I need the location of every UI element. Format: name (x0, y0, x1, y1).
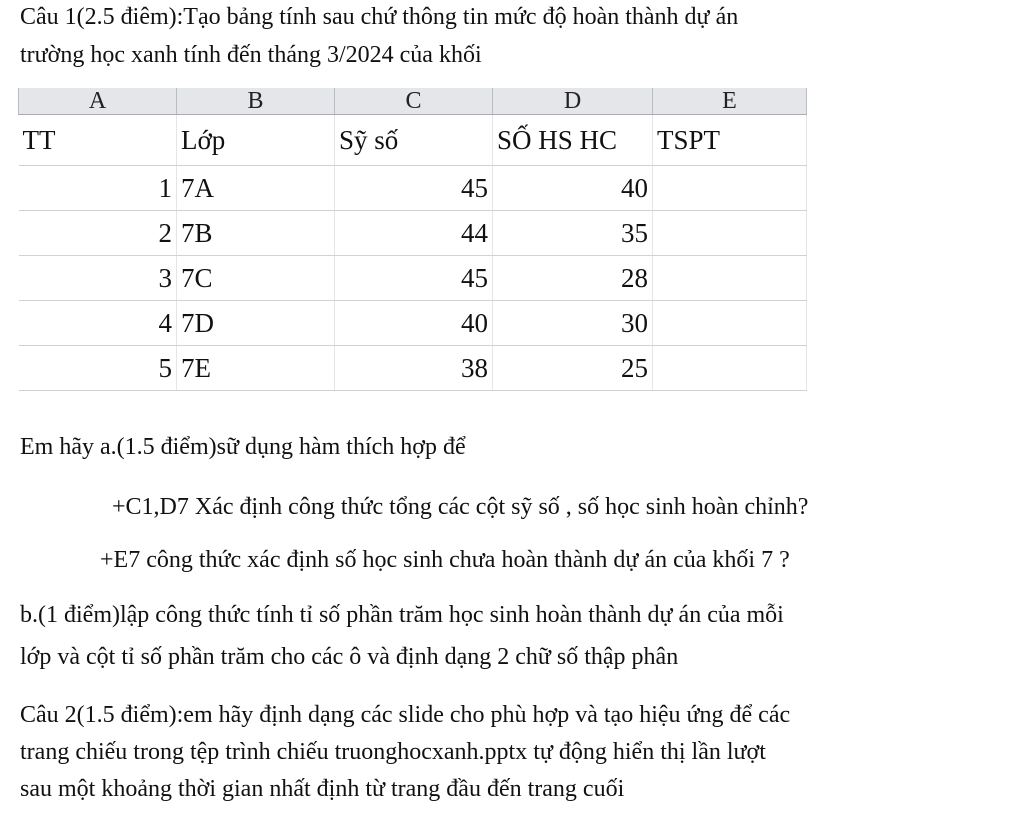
header-cell-tt[interactable]: TT (19, 115, 177, 166)
cell-tt[interactable]: 1 (19, 166, 177, 211)
header-cell-sy-so[interactable]: Sỹ số (335, 115, 493, 166)
part-a-item-2: +E7 công thức xác định số học sinh chưa hoàn thành dự án của khối 7 ? (100, 547, 790, 573)
cell-sy-so[interactable]: 45 (335, 166, 493, 211)
cell-sy-so[interactable]: 40 (335, 301, 493, 346)
part-b-line-1: b.(1 điểm)lập công thức tính tỉ số phần trăm học sinh hoàn thành dự án của mỗi (20, 602, 784, 628)
header-cell-lop[interactable]: Lớp (177, 115, 335, 166)
cell-tspt[interactable] (653, 166, 807, 211)
cell-tspt[interactable] (653, 346, 807, 391)
cell-so-hs-hc[interactable]: 25 (493, 346, 653, 391)
column-header-c[interactable]: C (335, 88, 493, 115)
cell-tspt[interactable] (653, 256, 807, 301)
part-a-item-1: +C1,D7 Xác định công thức tổng các cột sỹ số , số học sinh hoàn chỉnh? (112, 494, 809, 520)
cell-sy-so[interactable]: 44 (335, 211, 493, 256)
part-a-intro: Em hãy a.(1.5 điểm)sữ dụng hàm thích hợp để (20, 434, 466, 460)
table-row (19, 166, 807, 211)
cell-so-hs-hc[interactable]: 28 (493, 256, 653, 301)
part-b-line-2: lớp và cột tỉ số phần trăm cho các ô và định dạng 2 chữ số thập phân (20, 644, 679, 670)
question-2-line-3: sau một khoảng thời gian nhất định từ trang đầu đến trang cuối (20, 776, 625, 802)
spreadsheet-table (18, 88, 807, 391)
intro-line-1: Câu 1(2.5 điêm):Tạo bảng tính sau chứ thông tin mức độ hoàn thành dự án (20, 4, 739, 30)
column-header-d[interactable]: D (493, 88, 653, 115)
cell-lop[interactable]: 7E (177, 346, 335, 391)
column-header-e[interactable]: E (653, 88, 807, 115)
cell-so-hs-hc[interactable]: 40 (493, 166, 653, 211)
question-2-line-2: trang chiếu trong tệp trình chiếu truonghocxanh.pptx tự động hiển thị lần lượt (20, 739, 766, 765)
cell-tspt[interactable] (653, 301, 807, 346)
cell-tt[interactable]: 5 (19, 346, 177, 391)
cell-lop[interactable]: 7A (177, 166, 335, 211)
column-header-b[interactable]: B (177, 88, 335, 115)
question-2-line-1: Câu 2(1.5 điểm):em hãy định dạng các slide cho phù hợp và tạo hiệu ứng để các (20, 702, 791, 728)
table-row (19, 346, 807, 391)
table-row (19, 301, 807, 346)
cell-tspt[interactable] (653, 211, 807, 256)
header-cell-tspt[interactable]: TSPT (653, 115, 807, 166)
cell-sy-so[interactable]: 45 (335, 256, 493, 301)
cell-tt[interactable]: 3 (19, 256, 177, 301)
cell-so-hs-hc[interactable]: 35 (493, 211, 653, 256)
cell-sy-so[interactable]: 38 (335, 346, 493, 391)
table-row (19, 256, 807, 301)
table-header-row (19, 115, 807, 166)
column-header-a[interactable]: A (19, 88, 177, 115)
cell-lop[interactable]: 7D (177, 301, 335, 346)
intro-line-2: trường học xanh tính đến tháng 3/2024 của khối (20, 42, 482, 68)
header-cell-so-hs-hc[interactable]: SỐ HS HC (493, 115, 653, 166)
cell-tt[interactable]: 4 (19, 301, 177, 346)
table-row (19, 211, 807, 256)
column-letter-row (19, 88, 807, 115)
cell-lop[interactable]: 7B (177, 211, 335, 256)
cell-tt[interactable]: 2 (19, 211, 177, 256)
cell-lop[interactable]: 7C (177, 256, 335, 301)
cell-so-hs-hc[interactable]: 30 (493, 301, 653, 346)
